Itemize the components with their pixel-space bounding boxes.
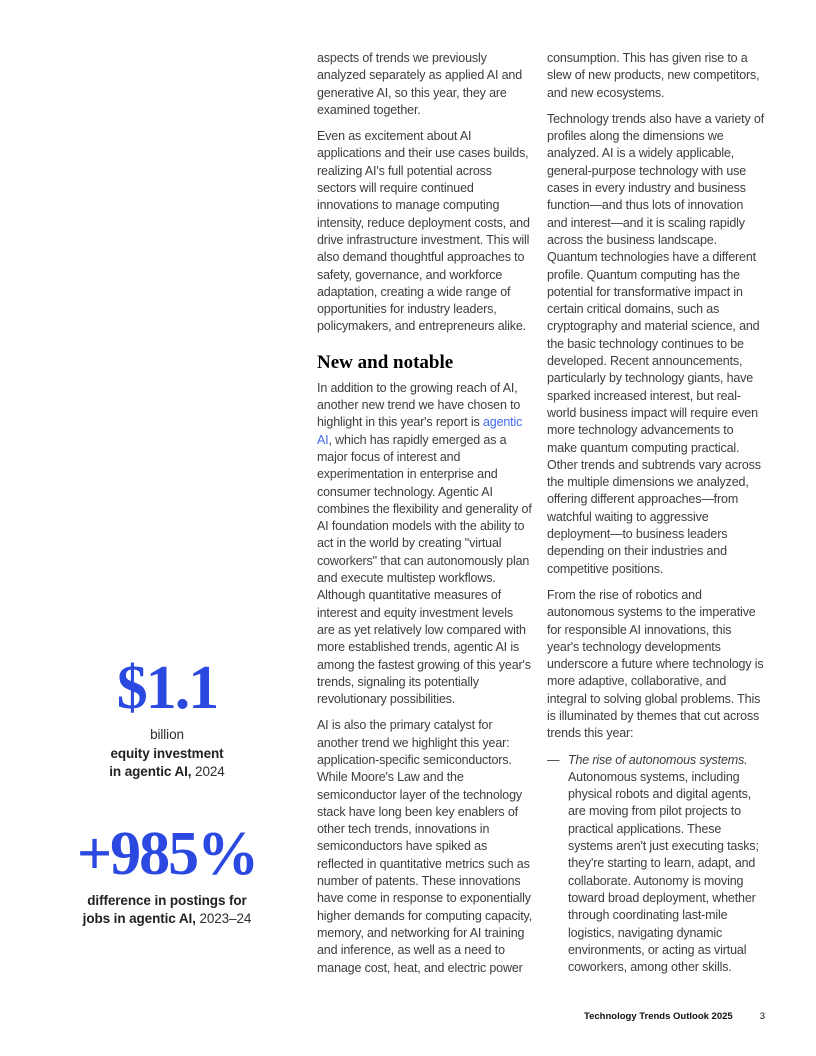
body-paragraph: aspects of trends we previously analyzed separately as applied AI and generative AI, so this year, they are examined together. (317, 51, 523, 117)
right-column (547, 50, 766, 976)
stat-value: $1.1 (116, 654, 218, 722)
stat-label-line: in agentic AI, 2024 (109, 764, 225, 779)
stat-equity-investment (47, 654, 287, 782)
body-paragraph: Even as excitement about AI applications and their use cases builds, realizing AI's full potential across sectors will require continued innovations to manage computing intensity, reduce deployment costs, and drive infrastructure investment. This will also demand thoughtful approaches to safety, governance, and workforce adaptation, creating a wide range of opportunities for industry leaders, policymakers, and entrepreneurs alike. (317, 129, 530, 334)
agentic-ai-link[interactable]: agentic AI (317, 415, 523, 447)
bullet-dash: — (547, 752, 560, 767)
middle-column (317, 50, 533, 986)
page-number: 3 (759, 1011, 765, 1022)
stat-label-line: difference in postings for (87, 892, 247, 908)
page-footer (0, 1011, 765, 1023)
body-paragraph: In addition to the growing reach of AI, another new trend we have chosen to highlight in this year's report is agentic AI, which has rapidly emerged as a major focus of interest and experimentation in enterprise and consumer technology. Agentic AI combines the flexibility and generality of AI foundation models with the ability to act in the world by creating "virtual coworkers" that can autonomously plan and execute multistep workflows. Although quantitative measures of interest and equity investment levels are as yet relatively low compared with more established trends, agentic AI is among the fastest growing of this year's trends, signaling its potentially revolutionary possibilities. (317, 380, 532, 707)
stat-value: +985% (76, 819, 258, 888)
bullet-text: The rise of autonomous systems. Autonomous systems, including physical robots and digital agents, are moving from pilot projects to practical applications. These systems aren't just executing tasks; they're starting to learn, adapt, and collaborate. Autonomy is moving toward broad deployment, whether through coordinating last-mile logistics, navigating dynamic environments, or acting as virtual coworkers, among other skills. (568, 752, 759, 975)
section-heading: New and notable (317, 351, 454, 373)
body-paragraph: consumption. This has given rise to a slew of new products, new competitors, and new ecosystems. (547, 51, 760, 100)
stat-label-line: billion (150, 727, 184, 742)
footer-title: Technology Trends Outlook 2025 (584, 1011, 733, 1022)
body-paragraph: Technology trends also have a variety of profiles along the dimensions we analyzed. AI is a widely applicable, general-purpose technology with use cases in every industry and business function—and thus lots of innovation and interest—and it is scaling rapidly across the business landscape. Quantum technologies have a different profile. Quantum computing has the potential for transformative impact in certain critical domains, such as cryptography and material science, and the basic technology continues to be developed. Recent announcements, particularly by technology giants, have sparked increased interest, but real-world business impact will require even more technology advancements to make quantum computing practical. Other trends and subtrends vary across the multiple dimensions we analyzed, offering different approaches—from watchful waiting to aggressive deployment—to business leaders depending on their industries and competitive positions. (547, 111, 765, 576)
stat-label-line: equity investment (110, 745, 224, 761)
stat-callouts (47, 654, 287, 929)
bullet-item (547, 752, 766, 977)
stat-label-line: jobs in agentic AI, 2023–24 (82, 911, 252, 926)
body-paragraph: AI is also the primary catalyst for another trend we highlight this year: application-specific semiconductors. While Moore's Law and the semiconductor layer of the technology stack have long been key enablers of other tech trends, innovations in semiconductors have spiked as reflected in quantitative metrics such as number of patents. These innovations have come in response to exponentially higher demands for computing capacity, memory, and networking for AI training and inference, as well as a need to manage cost, heat, and electric power (317, 718, 533, 975)
stat-job-postings (47, 819, 287, 929)
body-paragraph: From the rise of robotics and autonomous systems to the imperative for responsible AI innovations, this year's technology developments underscore a future where technology is more adaptive, collaborative, and integral to solving global problems. This is illuminated by themes that cut across trends this year: (547, 587, 764, 741)
